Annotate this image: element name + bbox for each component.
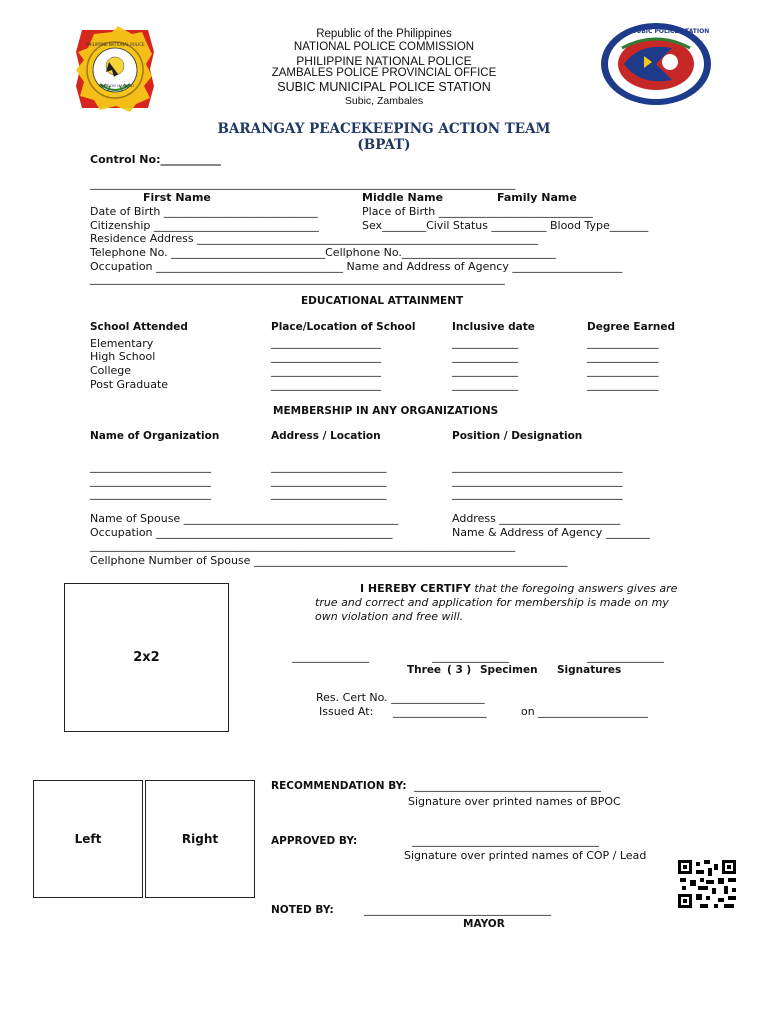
subic-logo-text: SUBIC POLICE STATION	[632, 28, 710, 35]
control-no-field[interactable]: Control No:___________	[90, 153, 221, 166]
spouse-name-field[interactable]: Name of Spouse _______________________________________	[90, 512, 399, 525]
org-position-blank[interactable]: _______________________________	[452, 474, 623, 487]
spouse-rule: _________________________________________________________________________________	[90, 540, 516, 552]
membership-heading: MEMBERSHIP IN ANY ORGANIZATIONS	[273, 405, 499, 417]
education-heading: EDUCATIONAL ATTAINMENT	[301, 295, 464, 307]
header-republic: Republic of the Philippines	[316, 28, 452, 40]
cop-signature-caption: Signature over printed names of COP / Lead	[404, 849, 647, 862]
org-name-blank[interactable]: ______________________	[90, 487, 211, 500]
approved-by-label: APPROVED BY:	[271, 835, 358, 847]
photo-2x2-label: 2x2	[133, 650, 160, 665]
signatures-label: Signatures	[557, 664, 622, 676]
col-position-designation: Position / Designation	[452, 430, 583, 442]
org-name-blank[interactable]: ______________________	[90, 460, 211, 473]
first-name-label: First Name	[143, 191, 211, 204]
left-thumb-label: Left	[74, 832, 102, 846]
org-name-blank[interactable]: ______________________	[90, 474, 211, 487]
res-cert-no-field[interactable]: Res. Cert No. _________________	[316, 691, 485, 704]
header-zambales-ppo: ZAMBALES POLICE PROVINCIAL OFFICE	[271, 67, 497, 79]
org-address-blank[interactable]: _____________________	[271, 474, 387, 487]
edu-degree-blank[interactable]: _____________	[587, 336, 659, 349]
citizenship-field[interactable]: Citizenship ______________________________	[90, 219, 319, 232]
three-number: ( 3 )	[447, 664, 472, 676]
signature-line-2[interactable]: ______________	[432, 650, 509, 663]
signature-line-1[interactable]: ______________	[292, 650, 369, 663]
header-subic-mps: SUBIC MUNICIPAL POLICE STATION	[277, 80, 491, 94]
edu-place-blank[interactable]: ____________________	[271, 350, 381, 363]
personal-bottom-rule: _______________________________________________________________________________	[90, 273, 505, 285]
spouse-agency-field[interactable]: Name & Address of Agency ________	[452, 526, 650, 539]
recommendation-by-label: RECOMMENDATION BY:	[271, 780, 407, 792]
noted-by-label: NOTED BY:	[271, 904, 334, 916]
edu-degree-blank[interactable]: _____________	[587, 364, 659, 377]
edu-row-high-school: High School	[90, 350, 156, 363]
edu-row-college: College	[90, 364, 132, 377]
col-inclusive-date: Inclusive date	[452, 321, 535, 333]
place-of-birth-field[interactable]: Place of Birth ____________________________	[362, 205, 593, 218]
middle-name-label: Middle Name	[362, 191, 444, 204]
approved-signature-line[interactable]: __________________________________	[412, 834, 599, 847]
edu-row-post-graduate: Post Graduate	[90, 378, 169, 391]
photo-2x2-box	[64, 583, 229, 732]
occupation-agency-field[interactable]: Occupation __________________________________ Name and Address of Agency ____________________	[90, 260, 623, 273]
right-thumbprint-box	[145, 780, 255, 898]
edu-degree-blank[interactable]: _____________	[587, 378, 659, 391]
org-position-blank[interactable]: _______________________________	[452, 460, 623, 473]
spouse-cellphone-field[interactable]: Cellphone Number of Spouse _________________________________________________________	[90, 554, 568, 567]
family-name-label: Family Name	[497, 191, 577, 204]
three-label: Three	[407, 664, 442, 676]
edu-row-elementary: Elementary	[90, 337, 154, 350]
edu-date-blank[interactable]: ____________	[452, 378, 518, 391]
spouse-occupation-field[interactable]: Occupation ___________________________________________	[90, 526, 393, 539]
org-address-blank[interactable]: _____________________	[271, 487, 387, 500]
on-label: on	[521, 705, 535, 718]
noted-signature-line[interactable]: __________________________________	[364, 903, 551, 916]
spouse-address-field[interactable]: Address ______________________	[452, 512, 621, 525]
recommendation-signature-line[interactable]: __________________________________	[414, 779, 601, 792]
edu-date-blank[interactable]: ____________	[452, 364, 518, 377]
certification-statement	[315, 582, 685, 624]
issued-at-label: Issued At:	[319, 705, 374, 718]
edu-degree-blank[interactable]: _____________	[587, 350, 659, 363]
header-napolcom: NATIONAL POLICE COMMISSION	[293, 41, 475, 53]
pnp-logo-bottom-text: SERBISYO MAKATAO	[99, 84, 135, 88]
telephone-cellphone-field[interactable]: Telephone No. ____________________________Cellphone No.____________________________	[90, 246, 556, 259]
sex-civil-blood-field[interactable]: Sex________Civil Status __________ Blood Type_______	[362, 219, 649, 232]
edu-place-blank[interactable]: ____________________	[271, 364, 381, 377]
certify-text: that the foregoing answers gives are true and correct and application for membership is made on my own violation and free will.	[315, 582, 678, 623]
date-of-birth-field[interactable]: Date of Birth ____________________________	[90, 205, 318, 218]
edu-place-blank[interactable]: ____________________	[271, 378, 381, 391]
org-address-blank[interactable]: _____________________	[271, 460, 387, 473]
header-location: Subic, Zambales	[344, 95, 424, 107]
certify-lead: I HEREBY CERTIFY	[360, 582, 471, 595]
left-thumbprint-box	[33, 780, 143, 898]
specimen-label: Specimen	[480, 664, 538, 676]
org-position-blank[interactable]: _______________________________	[452, 487, 623, 500]
issued-at-field[interactable]: _________________	[393, 705, 487, 718]
qr-code-icon	[678, 860, 738, 910]
bpoc-signature-caption: Signature over printed names of BPOC	[408, 795, 621, 808]
col-degree-earned: Degree Earned	[587, 321, 675, 333]
signature-line-3[interactable]: ______________	[587, 650, 664, 663]
edu-date-blank[interactable]: ____________	[452, 350, 518, 363]
col-address-location: Address / Location	[271, 430, 381, 442]
header-pnp: PHILIPPINE NATIONAL POLICE	[296, 54, 472, 68]
col-name-of-organization: Name of Organization	[90, 430, 220, 442]
residence-address-field[interactable]: Residence Address ______________________________________________________________	[90, 232, 539, 245]
name-rule: _________________________________________________________________________________	[90, 178, 516, 190]
form-title: BARANGAY PEACEKEEPING ACTION TEAM	[217, 121, 551, 137]
right-thumb-label: Right	[181, 832, 219, 846]
edu-place-blank[interactable]: ____________________	[271, 336, 381, 349]
col-school-attended: School Attended	[90, 321, 188, 333]
edu-date-blank[interactable]: ____________	[452, 336, 518, 349]
issued-on-field[interactable]: ____________________	[538, 705, 648, 718]
col-place-of-school: Place/Location of School	[271, 321, 416, 333]
pnp-logo-top-text: PHILIPPINE NATIONAL POLICE	[86, 42, 145, 47]
mayor-caption: MAYOR	[463, 918, 505, 930]
form-subtitle: (BPAT)	[357, 137, 411, 153]
